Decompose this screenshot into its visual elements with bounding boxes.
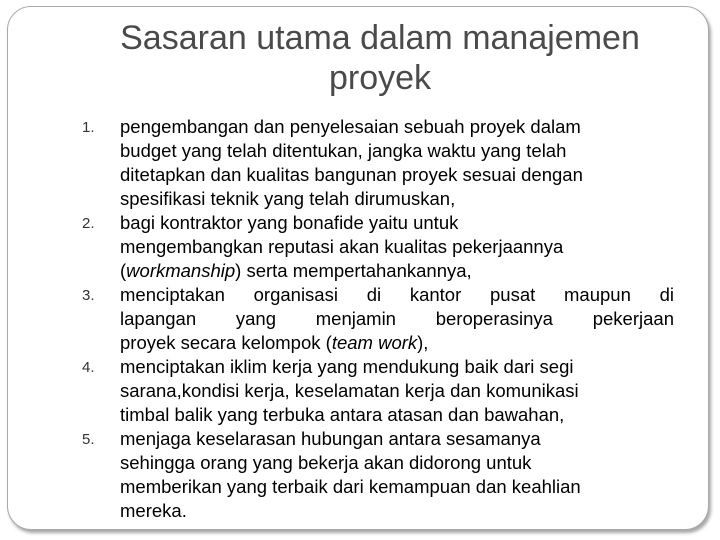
text-line-rest: ) serta mempertahankannya, — [235, 260, 472, 281]
list-item-5 — [74, 427, 674, 523]
text-line-start: proyek secara kelompok ( — [120, 332, 332, 353]
text-line: spesifikasi teknik yang telah dirumuskan, — [120, 188, 456, 209]
list-item-1 — [74, 115, 674, 211]
text-line-end: ), — [417, 332, 429, 353]
list-number: 2. — [82, 215, 95, 232]
list-item-text — [120, 428, 581, 521]
text-line: mereka. — [120, 500, 187, 521]
list-item-text — [120, 116, 583, 209]
list-number: 1. — [82, 119, 95, 136]
text-line: menciptakan organisasi di kantor pusat maupun di — [120, 284, 674, 305]
text-line: memberikan yang terbaik dari kemampuan dan keahlian — [120, 476, 581, 497]
title-line-2: proyek — [328, 59, 432, 97]
list-number: 3. — [82, 287, 95, 304]
text-line: mengembangkan reputasi akan kualitas pekerjaannya — [120, 236, 564, 257]
text-line: sarana,kondisi kerja, keselamatan kerja dan komunikasi — [120, 380, 579, 401]
list-item-2 — [74, 211, 674, 283]
objectives-list — [74, 115, 674, 523]
text-line: pengembangan dan penyelesaian sebuah proyek dalam — [120, 116, 581, 137]
text-line: lapangan yang menjamin beroperasinya pekerjaan — [120, 308, 674, 329]
list-item-3 — [74, 283, 674, 355]
title-line-1: Sasaran utama dalam manajemen — [120, 19, 640, 57]
text-line: menciptakan iklim kerja yang mendukung baik dari segi — [120, 356, 574, 377]
list-item-text — [120, 212, 563, 281]
list-item-text — [120, 356, 579, 425]
list-number: 5. — [82, 431, 95, 448]
text-line: timbal balik yang terbuka antara atasan dan bawahan, — [120, 404, 565, 425]
list-item-4 — [74, 355, 674, 427]
text-line: budget yang telah ditentukan, jangka waktu yang telah — [120, 140, 567, 161]
text-line: sehingga orang yang bekerja akan didorong untuk — [120, 452, 532, 473]
text-line: menjaga keselarasan hubungan antara sesamanya — [120, 428, 541, 449]
list-number: 4. — [82, 359, 95, 376]
text-line: ditetapkan dan kualitas bangunan proyek sesuai dengan — [120, 164, 583, 185]
slide-title — [60, 18, 700, 98]
text-line: bagi kontraktor yang bonafide yaitu untuk — [120, 212, 459, 233]
list-item-text — [120, 283, 674, 353]
text-line-open: ( — [120, 260, 127, 281]
italic-term: team work — [331, 332, 418, 353]
italic-term: workmanship — [126, 260, 236, 281]
